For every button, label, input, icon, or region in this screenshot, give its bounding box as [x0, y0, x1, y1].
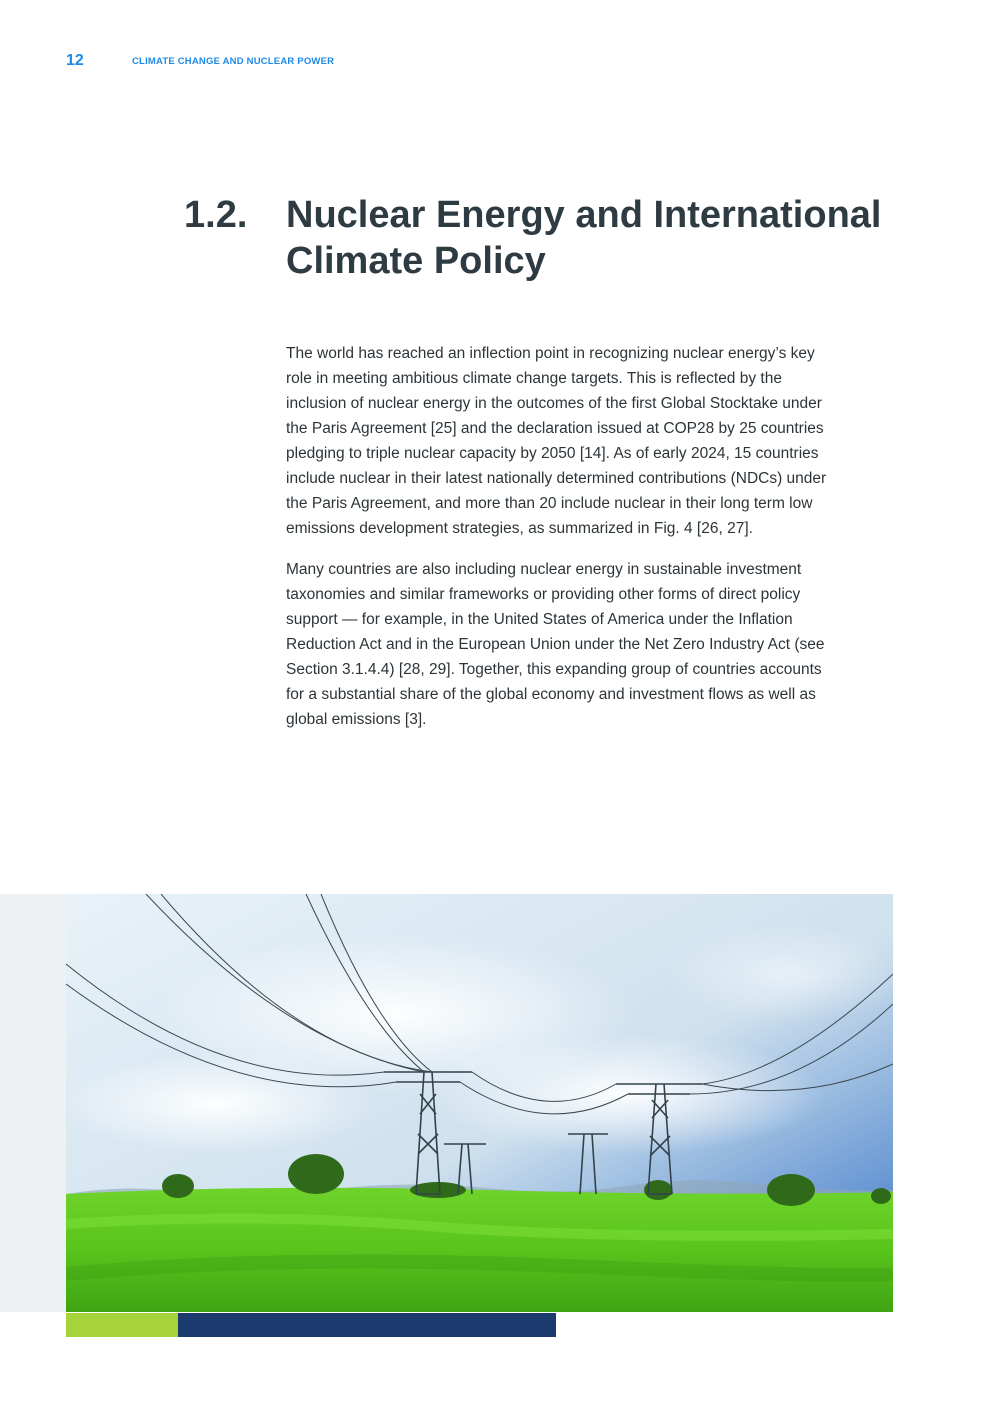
paragraph-2: Many countries are also including nuclear energy in sustainable investment taxonomies and similar frameworks or providing other forms of direct policy support — for example, in the United States of America under the Inflation Reduction Act and in the European Union under the Net Zero Industry Act (see Section 3.1.4.4) [28, 29]. Together, this expanding group of countries accounts for a substantial share of the global economy and investment flows as well as global emissions [3]. — [286, 561, 825, 728]
accent-bar-green — [66, 1313, 178, 1337]
section-number: 1.2. — [184, 194, 248, 236]
body-text — [286, 341, 831, 748]
gray-side-block — [0, 894, 66, 1312]
running-title: CLIMATE CHANGE AND NUCLEAR POWER — [132, 55, 335, 67]
paragraph-1: The world has reached an inflection point in recognizing nuclear energy’s key role in meeting ambitious climate change targets. This is reflected by the inclusion of nuclear energy in the outcomes of the first Global Stocktake under the Paris Agreement [25] and the declaration issued at COP28 by 25 countries pledging to triple nuclear capacity by 2050 [14]. As of early 2024, 15 countries include nuclear in their latest nationally determined contributions (NDCs) under the Paris Agreement, and more than 20 include nuclear in their long term low emissions development strategies, as summarized in Fig. 4 [26, 27]. — [286, 345, 827, 537]
page-header — [66, 50, 334, 72]
page-number: 12 — [66, 52, 84, 69]
accent-bar-navy — [178, 1313, 556, 1337]
section-title: Nuclear Energy and International Climate Policy — [286, 194, 882, 282]
power-lines-photo — [66, 894, 893, 1312]
